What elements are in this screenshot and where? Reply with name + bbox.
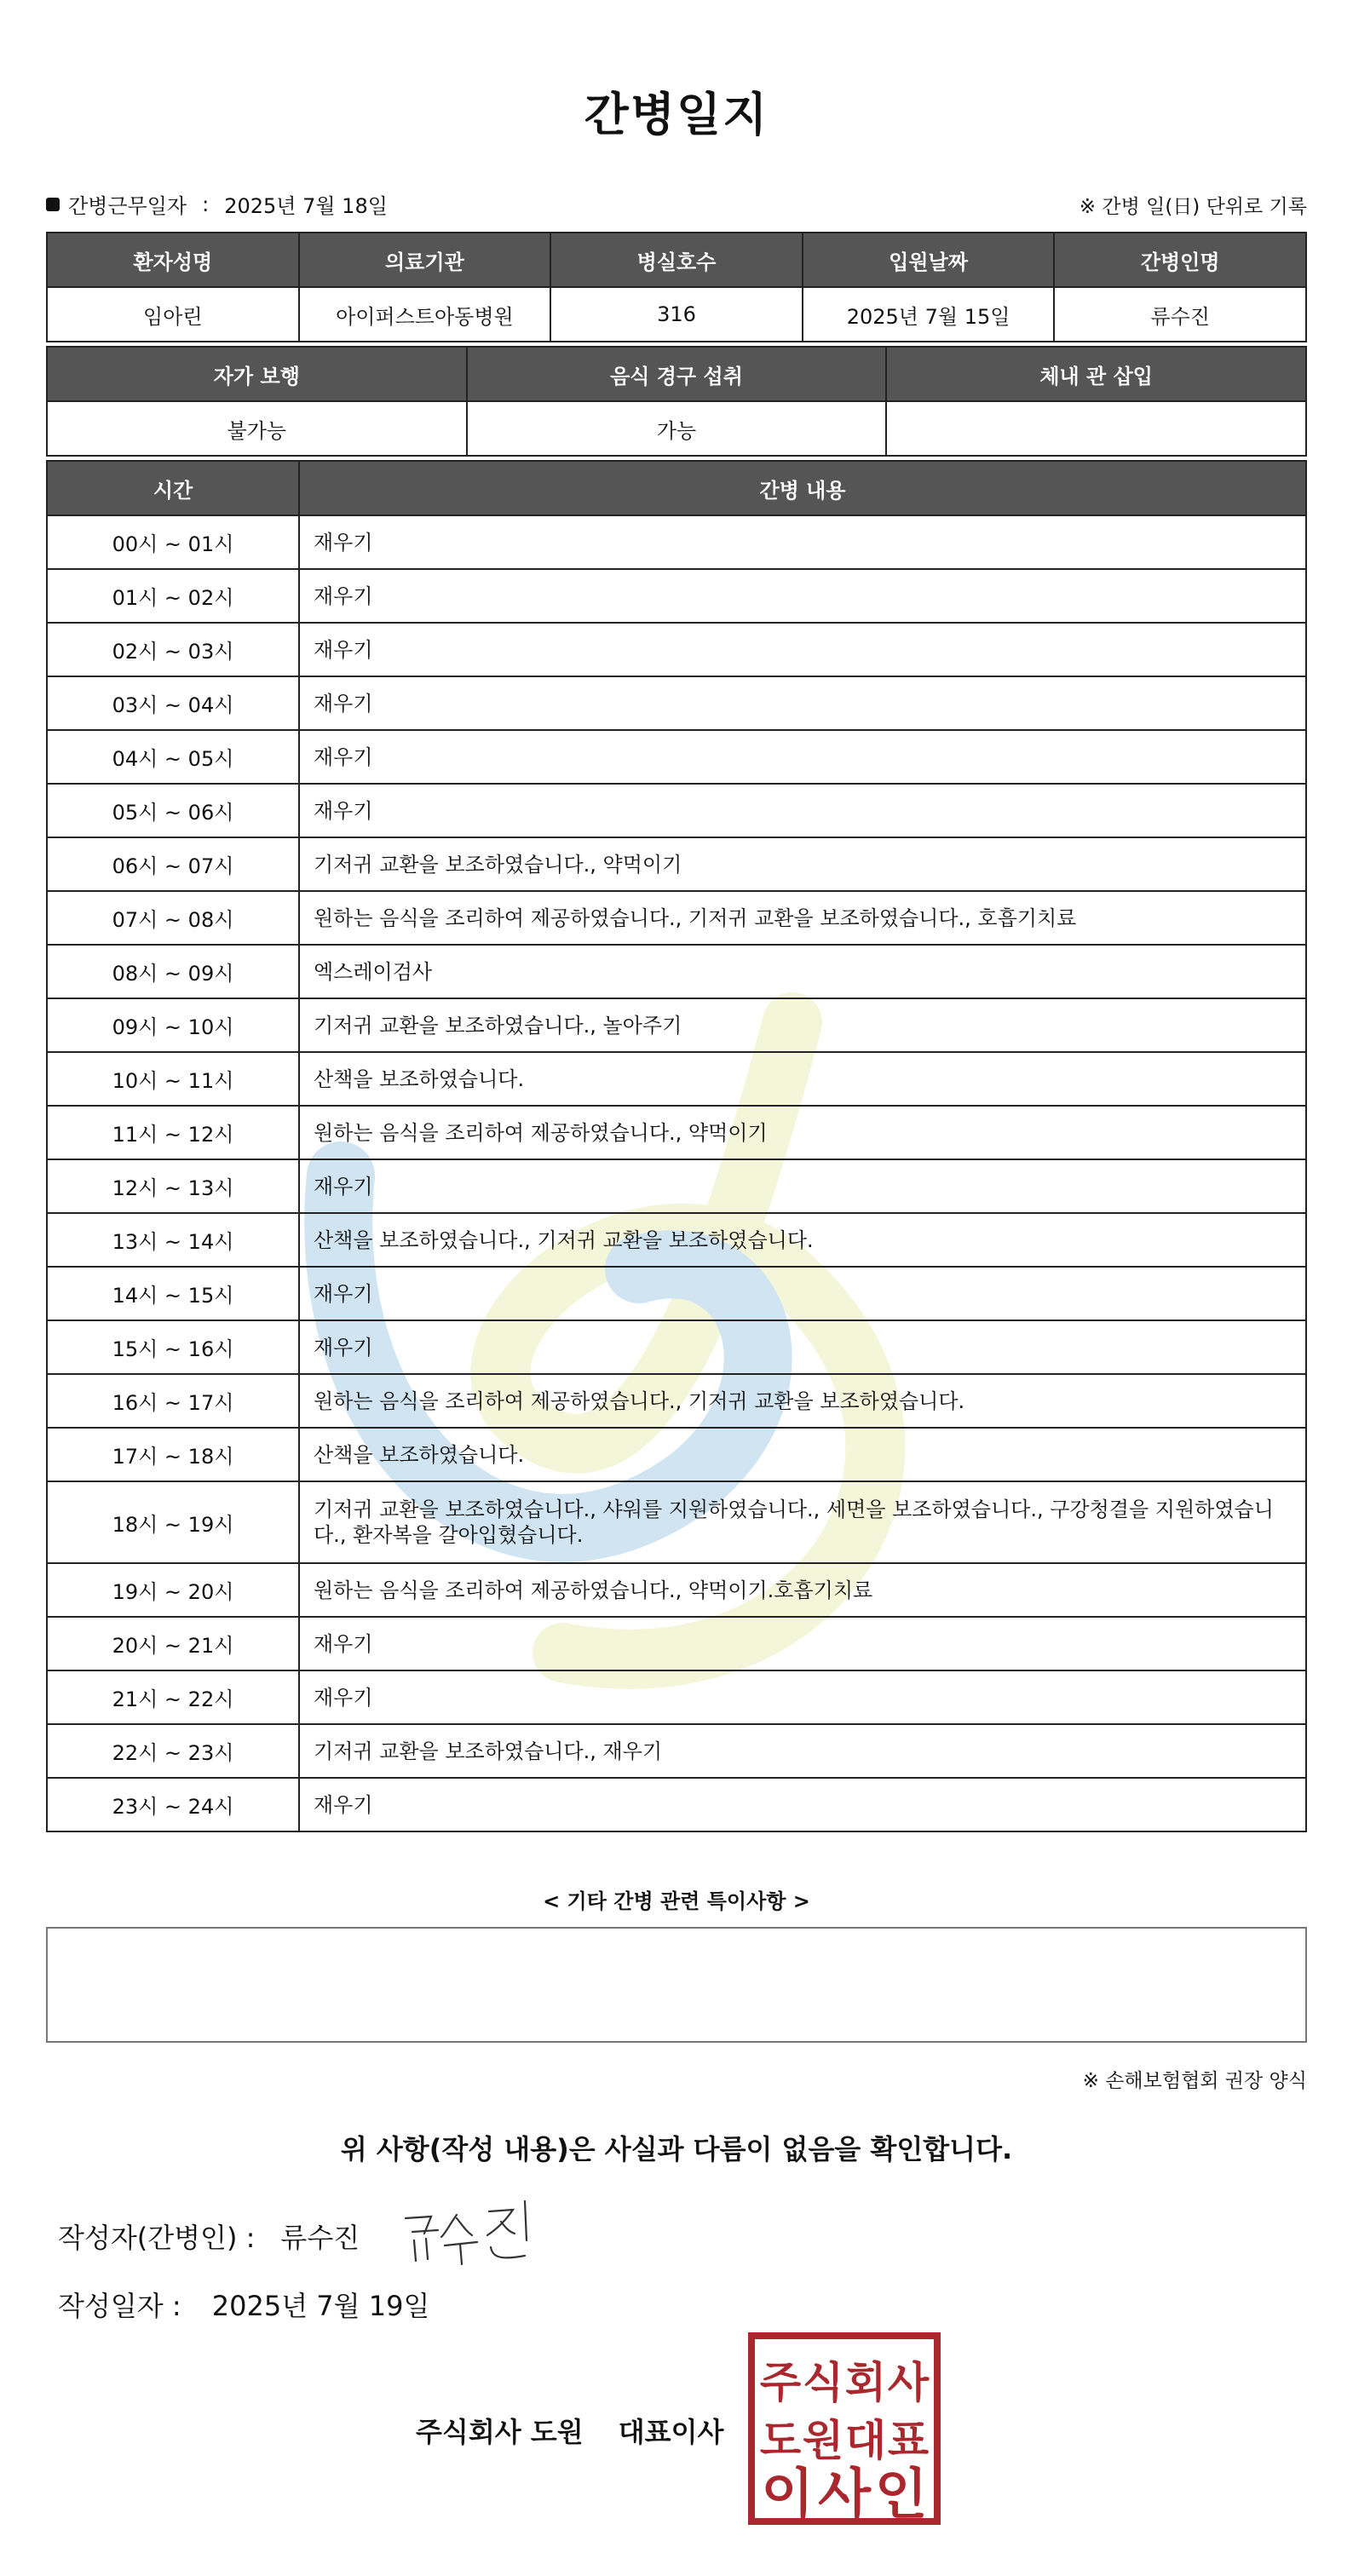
caregiver-name: 류수진	[1054, 287, 1306, 342]
care-log-row	[47, 1670, 1306, 1724]
care-log-row	[47, 1267, 1306, 1320]
care-log-content: 재우기	[299, 1267, 1306, 1320]
care-log-time: 16시 ~ 17시	[47, 1374, 299, 1428]
admission-date: 2025년 7월 15일	[803, 287, 1055, 342]
representative-title: 대표이사	[618, 2416, 724, 2448]
care-log-header-row	[47, 461, 1306, 515]
care-log-row	[47, 891, 1306, 945]
care-log-content: 재우기	[299, 1320, 1306, 1374]
care-log-time: 05시 ~ 06시	[47, 784, 299, 837]
care-log-content: 원하는 음식을 조리하여 제공하였습니다., 기저귀 교환을 보조하였습니다.	[299, 1374, 1306, 1428]
header-self-walking: 자가 보행	[47, 347, 467, 401]
written-date-value: 2025년 7월 19일	[211, 2290, 430, 2322]
seal-character: 인	[874, 2464, 928, 2525]
bullet-icon	[46, 198, 60, 211]
care-log-time: 10시 ~ 11시	[47, 1052, 299, 1106]
care-log-row	[47, 1374, 1306, 1428]
seal-character: 원	[802, 2416, 844, 2465]
care-log-time: 13시 ~ 14시	[47, 1213, 299, 1267]
care-log-time: 11시 ~ 12시	[47, 1106, 299, 1159]
tube-insertion-value	[886, 401, 1306, 456]
care-log-content: 산책을 보조하였습니다.	[299, 1052, 1306, 1106]
care-log-row	[47, 1320, 1306, 1374]
care-log-content: 기저귀 교환을 보조하였습니다., 샤워를 지원하였습니다., 세면을 보조하였습니다., 구강청결을 지원하였습니다., 환자복을 갈아입혔습니다.	[299, 1481, 1306, 1563]
written-date	[58, 2285, 429, 2324]
care-log-row	[47, 569, 1306, 623]
work-date-value: 2025년 7월 18일	[224, 194, 388, 218]
special-notes-box	[46, 1927, 1307, 2043]
care-log-content: 재우기	[299, 784, 1306, 837]
care-log-time: 20시 ~ 21시	[47, 1617, 299, 1670]
seal-character: 표	[887, 2416, 930, 2465]
care-log-time: 23시 ~ 24시	[47, 1778, 299, 1831]
written-date-label: 작성일자 :	[58, 2290, 181, 2322]
care-log-row	[47, 515, 1306, 569]
care-log-content: 재우기	[299, 623, 1306, 676]
care-log-row	[47, 784, 1306, 837]
work-date-separator: :	[202, 192, 210, 216]
writer-label: 작성자(간병인) :	[58, 2222, 256, 2254]
care-log-content: 재우기	[299, 676, 1306, 730]
company-name: 주식회사 도원	[416, 2416, 584, 2448]
care-log-content: 기저귀 교환을 보조하였습니다., 놀아주기	[299, 998, 1306, 1052]
care-log-content: 원하는 음식을 조리하여 제공하였습니다., 기저귀 교환을 보조하였습니다., 호흡기치료	[299, 891, 1306, 945]
care-log-content: 재우기	[299, 1617, 1306, 1670]
care-log-row	[47, 1617, 1306, 1670]
care-log-time: 02시 ~ 03시	[47, 623, 299, 676]
patient-status-header-row	[47, 347, 1306, 401]
care-log-time: 06시 ~ 07시	[47, 837, 299, 891]
care-log-time: 14시 ~ 15시	[47, 1267, 299, 1320]
patient-info-table	[46, 232, 1307, 342]
seal-character: 사	[887, 2358, 930, 2407]
header-caregiver-name: 간병인명	[1054, 233, 1306, 287]
header-care-content: 간병 내용	[299, 461, 1306, 515]
seal-character: 식	[802, 2358, 844, 2407]
hospital-name: 아이퍼스트아동병원	[299, 287, 551, 342]
care-log-content: 산책을 보조하였습니다., 기저귀 교환을 보조하였습니다.	[299, 1213, 1306, 1267]
care-log-time: 03시 ~ 04시	[47, 676, 299, 730]
unit-note: ※ 간병 일(日) 단위로 기록	[1079, 196, 1307, 218]
care-log-content: 기저귀 교환을 보조하였습니다., 약먹이기	[299, 837, 1306, 891]
care-log-row	[47, 1213, 1306, 1267]
care-log-body	[47, 515, 1306, 1831]
company-line	[416, 2411, 723, 2450]
care-log-time: 19시 ~ 20시	[47, 1563, 299, 1617]
care-log-time: 12시 ~ 13시	[47, 1159, 299, 1213]
care-log-row	[47, 945, 1306, 998]
care-log-row	[47, 1106, 1306, 1159]
seal-character: 주	[759, 2358, 802, 2407]
care-log-content: 기저귀 교환을 보조하였습니다., 재우기	[299, 1724, 1306, 1778]
care-log-content: 재우기	[299, 569, 1306, 623]
writer-name: 류수진	[280, 2222, 360, 2254]
recommend-note: ※ 손해보험협회 권장 양식	[1082, 2070, 1307, 2092]
patient-info-value-row	[47, 287, 1306, 342]
care-log-row	[47, 837, 1306, 891]
care-log-time: 21시 ~ 22시	[47, 1670, 299, 1724]
care-log-row	[47, 676, 1306, 730]
care-log-content: 원하는 음식을 조리하여 제공하였습니다., 약먹이기.호흡기치료	[299, 1563, 1306, 1617]
self-walking-value: 불가능	[47, 401, 467, 456]
seal-character: 회	[844, 2358, 887, 2407]
patient-name: 임아린	[47, 287, 299, 342]
header-oral-intake: 음식 경구 섭취	[467, 347, 887, 401]
oral-intake-value: 가능	[467, 401, 887, 456]
header-time: 시간	[47, 461, 299, 515]
patient-status-table	[46, 346, 1307, 457]
care-log-row	[47, 730, 1306, 784]
care-log-content: 원하는 음식을 조리하여 제공하였습니다., 약먹이기	[299, 1106, 1306, 1159]
seal-character: 도	[759, 2416, 802, 2465]
care-log-content: 재우기	[299, 1778, 1306, 1831]
writer-line	[58, 2217, 360, 2256]
care-log-time: 09시 ~ 10시	[47, 998, 299, 1052]
care-log-time: 07시 ~ 08시	[47, 891, 299, 945]
work-date	[46, 189, 388, 219]
company-seal-stamp	[748, 2332, 941, 2525]
header-room-number: 병실호수	[550, 233, 803, 287]
care-log-time: 22시 ~ 23시	[47, 1724, 299, 1778]
care-log-row	[47, 1724, 1306, 1778]
care-log-time: 08시 ~ 09시	[47, 945, 299, 998]
care-log-row	[47, 1428, 1306, 1481]
care-log-row	[47, 1159, 1306, 1213]
care-log-content: 엑스레이검사	[299, 945, 1306, 998]
header-hospital: 의료기관	[299, 233, 551, 287]
care-log-time: 15시 ~ 16시	[47, 1320, 299, 1374]
handwritten-signature	[397, 2193, 550, 2269]
header-tube-insertion: 체내 관 삽입	[886, 347, 1306, 401]
care-log-content: 재우기	[299, 1159, 1306, 1213]
care-log-table	[46, 460, 1307, 1832]
room-number: 316	[550, 287, 803, 342]
seal-character: 이	[761, 2464, 815, 2525]
care-log-content: 재우기	[299, 730, 1306, 784]
care-log-time: 01시 ~ 02시	[47, 569, 299, 623]
care-log-row	[47, 1052, 1306, 1106]
work-date-label: 간병근무일자	[68, 194, 187, 218]
header-patient-name: 환자성명	[47, 233, 299, 287]
seal-character: 대	[844, 2416, 887, 2465]
care-log-row	[47, 1481, 1306, 1563]
care-log-time: 04시 ~ 05시	[47, 730, 299, 784]
header-admission-date: 입원날짜	[803, 233, 1055, 287]
care-log-row	[47, 1778, 1306, 1831]
care-log-time: 00시 ~ 01시	[47, 515, 299, 569]
page-title: 간병일지	[584, 88, 769, 141]
patient-info-header-row	[47, 233, 1306, 287]
notes-title: < 기타 간병 관련 특이사항 >	[543, 1889, 810, 1913]
care-log-content: 재우기	[299, 1670, 1306, 1724]
care-log-row	[47, 1563, 1306, 1617]
care-log-content: 산책을 보조하였습니다.	[299, 1428, 1306, 1481]
care-log-row	[47, 623, 1306, 676]
care-log-row	[47, 998, 1306, 1052]
confirmation-statement: 위 사항(작성 내용)은 사실과 다름이 없음을 확인합니다.	[340, 2133, 1013, 2165]
seal-character: 사	[818, 2464, 871, 2525]
care-log-content: 재우기	[299, 515, 1306, 569]
patient-status-value-row	[47, 401, 1306, 456]
care-log-time: 18시 ~ 19시	[47, 1481, 299, 1563]
care-log-time: 17시 ~ 18시	[47, 1428, 299, 1481]
